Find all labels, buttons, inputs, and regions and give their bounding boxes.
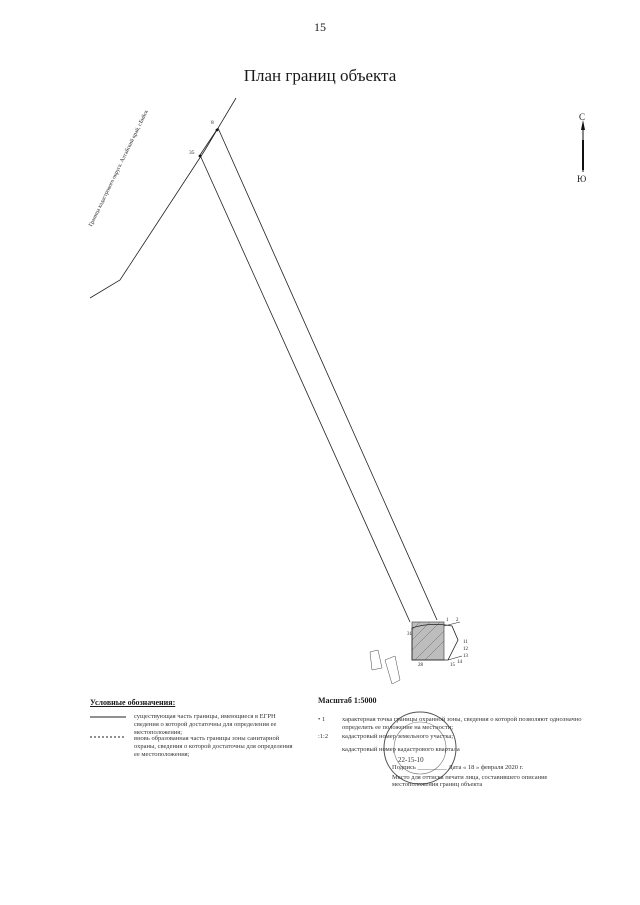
signature-line: Подпись _________ Дата « 18 » февраля 2020 г. (392, 764, 524, 771)
district-boundary-line (90, 98, 236, 298)
legend-item-new: вновь образованная часть границы зоны санитарной охраны, сведения о которой достаточны для определения ее местоположения; (134, 735, 293, 758)
point-label-1: 1 (446, 618, 449, 623)
legend-item-point: характерная точка границы охранной зоны, сведения о которой позволяют однозначно определить ее положение на местности; (342, 716, 582, 731)
point-label-11: 11 (463, 640, 468, 645)
point-label-28: 28 (418, 663, 423, 668)
detail-area (370, 622, 462, 684)
stamp-place-note: Место для оттиска печати лица, составившего описание местоположения границ объекта (392, 774, 548, 788)
page-title: План границ объекта (243, 66, 397, 85)
point-label-13: 13 (463, 654, 468, 659)
compass-north: С (579, 112, 586, 122)
district-boundary-label: Граница кадастрового округа. Алтайский край, г.Бийск (88, 109, 150, 228)
point-label-2: 2 (456, 618, 459, 623)
point-label-35: 35 (189, 150, 195, 156)
object-boundary (200, 128, 437, 622)
map-scale: Масштаб 1:5000 (318, 696, 377, 705)
legend-cadastral-symbol: :1:2 (318, 733, 329, 740)
north-arrow-icon (581, 120, 585, 172)
stamp-number: 22-15-10 (398, 756, 424, 764)
boundary-point-8 (216, 129, 219, 132)
point-label-12: 12 (463, 647, 468, 652)
legend-item-existing: существующая часть границы, имеющиеся в ЕГРН сведения о которой достаточны для определения ее местоположения; (134, 713, 277, 736)
compass-south: Ю (577, 174, 587, 184)
point-label-8: 8 (211, 120, 214, 126)
legend-title: Условные обозначения: (90, 698, 176, 707)
boundary-point-35 (199, 155, 202, 158)
point-label-31: 31 (407, 632, 412, 637)
legend-item-cadastral: кадастровый номер земельного участка; (342, 733, 454, 740)
point-label-14: 14 (457, 660, 462, 665)
page-number: 15 (314, 20, 326, 34)
legend-point-symbol: • 1 (318, 716, 326, 723)
point-label-15: 15 (450, 663, 455, 668)
legend-item-quarter: кадастровый номер кадастрового квартала (342, 746, 460, 753)
